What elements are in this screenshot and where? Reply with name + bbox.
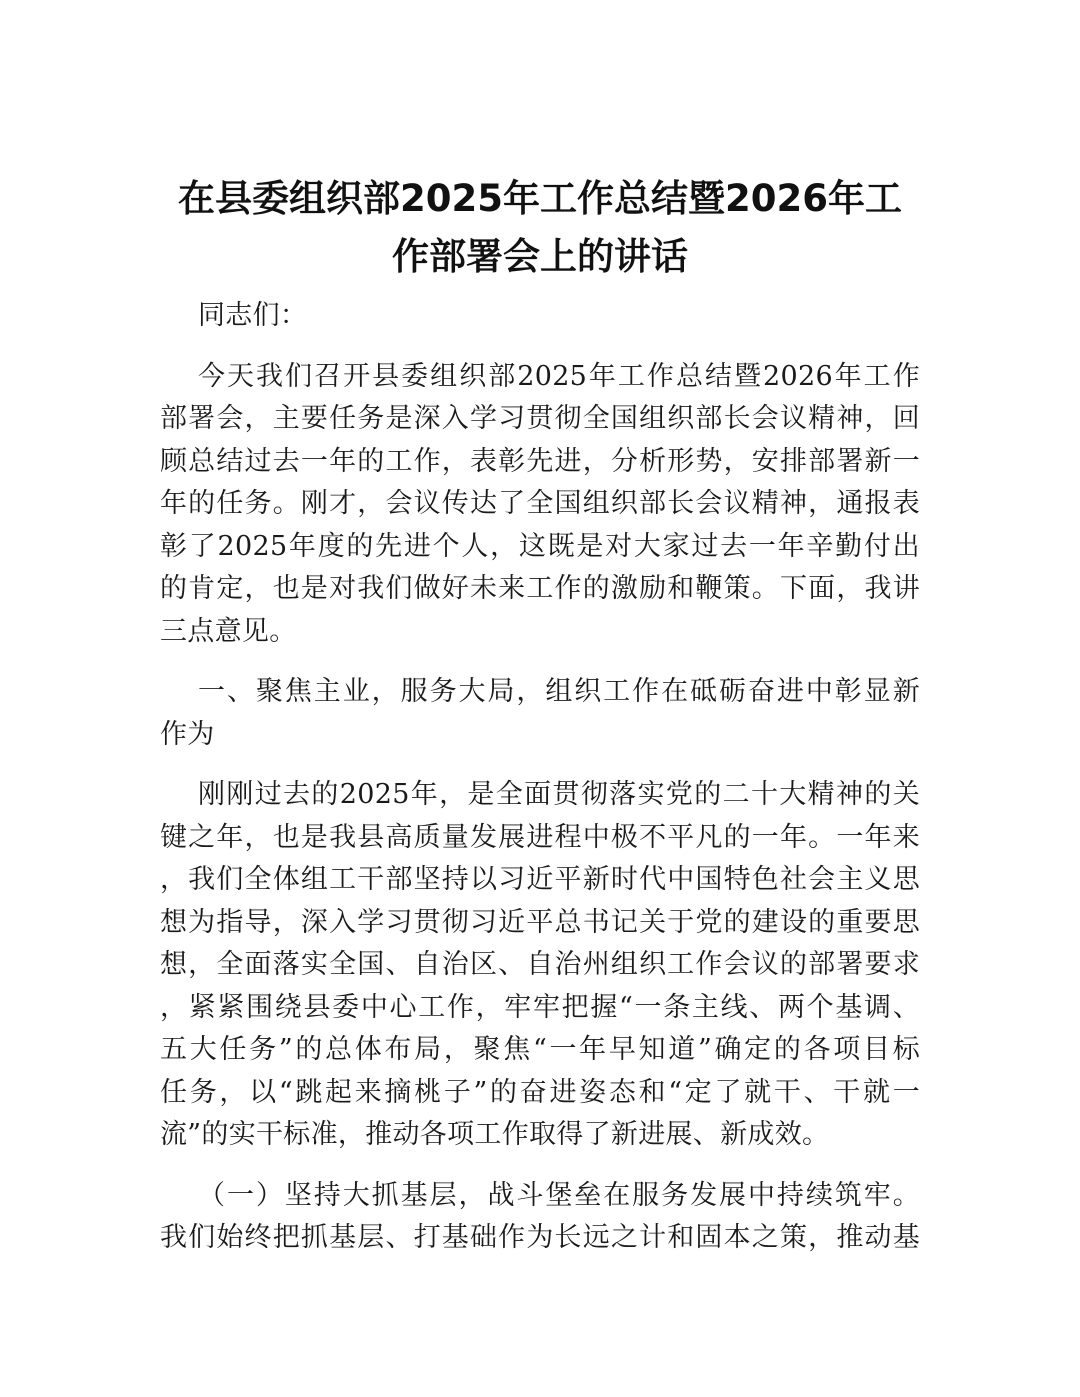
paragraph-line: （一）坚持大抓基层，战斗堡垒在服务发展中持续筑牢。 bbox=[198, 1179, 920, 1211]
paragraph-line: 今天我们召开县委组织部2025年工作总结暨2026年工作 bbox=[198, 360, 920, 392]
paragraph-line: 年的任务。刚才，会议传达了全国组织部长会议精神，通报表 bbox=[160, 488, 920, 519]
salutation-text: 同志们： bbox=[198, 300, 308, 331]
paragraph-line: 我们始终把抓基层、打基础作为长远之计和固本之策，推动基 bbox=[160, 1222, 920, 1253]
paragraph-line: 任务，以“跳起来摘桃子”的奋进姿态和“定了就干、干就一 bbox=[160, 1076, 920, 1108]
paragraph-review bbox=[160, 774, 920, 1157]
section-heading-1 bbox=[160, 671, 920, 756]
paragraph-line: 想，全面落实全国、自治区、自治州组织工作会议的部署要求 bbox=[160, 949, 920, 980]
paragraph-line: 流”的实干标准，推动各项工作取得了新进展、新成效。 bbox=[160, 1119, 830, 1150]
paragraph-line: ，我们全体组工干部坚持以习近平新时代中国特色社会主义思 bbox=[160, 864, 920, 895]
heading-line: 一、聚焦主业，服务大局，组织工作在砥砺奋进中彰显新 bbox=[198, 676, 920, 707]
paragraph-line: 的肯定，也是对我们做好未来工作的激励和鞭策。下面，我讲 bbox=[160, 573, 920, 604]
paragraph-line: 键之年，也是我县高质量发展进程中极不平凡的一年。一年来 bbox=[160, 821, 920, 853]
paragraph-line: ，紧紧围绕县委中心工作，牢牢把握“一条主线、两个基调、 bbox=[160, 991, 920, 1023]
paragraph-line: 顾总结过去一年的工作，表彰先进，分析形势，安排部署新一 bbox=[160, 445, 920, 477]
paragraph-line: 三点意见。 bbox=[160, 615, 297, 647]
paragraph-line: 想为指导，深入学习贯彻习近平总书记关于党的建设的重要思 bbox=[160, 906, 920, 938]
paragraph-line: 刚刚过去的2025年，是全面贯彻落实党的二十大精神的关 bbox=[198, 779, 920, 810]
paragraph-opening bbox=[160, 356, 920, 654]
title-line: 在县委组织部2025年工作总结暨2026年工 bbox=[178, 177, 902, 220]
salutation bbox=[160, 295, 920, 338]
paragraph-line: 部署会，主要任务是深入学习贯彻全国组织部长会议精神，回 bbox=[160, 403, 920, 434]
subsection-1 bbox=[160, 1175, 920, 1260]
document-title bbox=[150, 170, 930, 286]
paragraph-line: 彰了2025年度的先进个人，这既是对大家过去一年辛勤付出 bbox=[160, 530, 920, 562]
title-line: 作部署会上的讲话 bbox=[392, 235, 688, 278]
heading-line: 作为 bbox=[160, 718, 215, 750]
paragraph-line: 五大任务”的总体布局，聚焦“一年早知道”确定的各项目标 bbox=[160, 1034, 920, 1065]
document-body bbox=[160, 295, 920, 1278]
